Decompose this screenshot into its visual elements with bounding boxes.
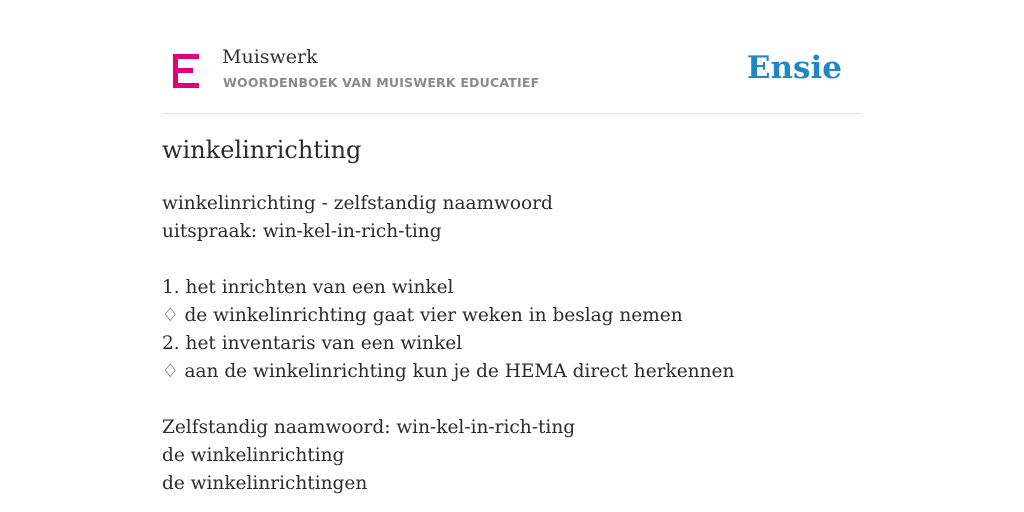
definition-body bbox=[162, 190, 862, 498]
word-class-line: Zelfstandig naamwoord: win-kel-in-rich-ting bbox=[162, 417, 576, 438]
page-title: winkelinrichting bbox=[162, 136, 362, 164]
pronunciation-line: uitspraak: win-kel-in-rich-ting bbox=[162, 221, 442, 242]
meaning-1: 1. het inrichten van een winkel bbox=[162, 277, 454, 298]
header bbox=[162, 40, 862, 114]
definition-line: winkelinrichting - zelfstandig naamwoord bbox=[162, 193, 553, 214]
singular-form: de winkelinrichting bbox=[162, 445, 345, 466]
meaning-2: 2. het inventaris van een winkel bbox=[162, 333, 463, 354]
source-name[interactable]: Muiswerk bbox=[222, 46, 318, 68]
ensie-brand-logo[interactable]: Ensie bbox=[746, 50, 842, 86]
spacer bbox=[162, 246, 862, 274]
spacer bbox=[162, 386, 862, 414]
plural-form: de winkelinrichtingen bbox=[162, 473, 368, 494]
example-1: ♢ de winkelinrichting gaat vier weken in beslag nemen bbox=[162, 305, 683, 326]
source-subtitle: WOORDENBOEK VAN MUISWERK EDUCATIEF bbox=[223, 75, 540, 90]
example-2: ♢ aan de winkelinrichting kun je de HEMA direct herkennen bbox=[162, 361, 735, 382]
muiswerk-logo-icon[interactable] bbox=[173, 54, 199, 88]
